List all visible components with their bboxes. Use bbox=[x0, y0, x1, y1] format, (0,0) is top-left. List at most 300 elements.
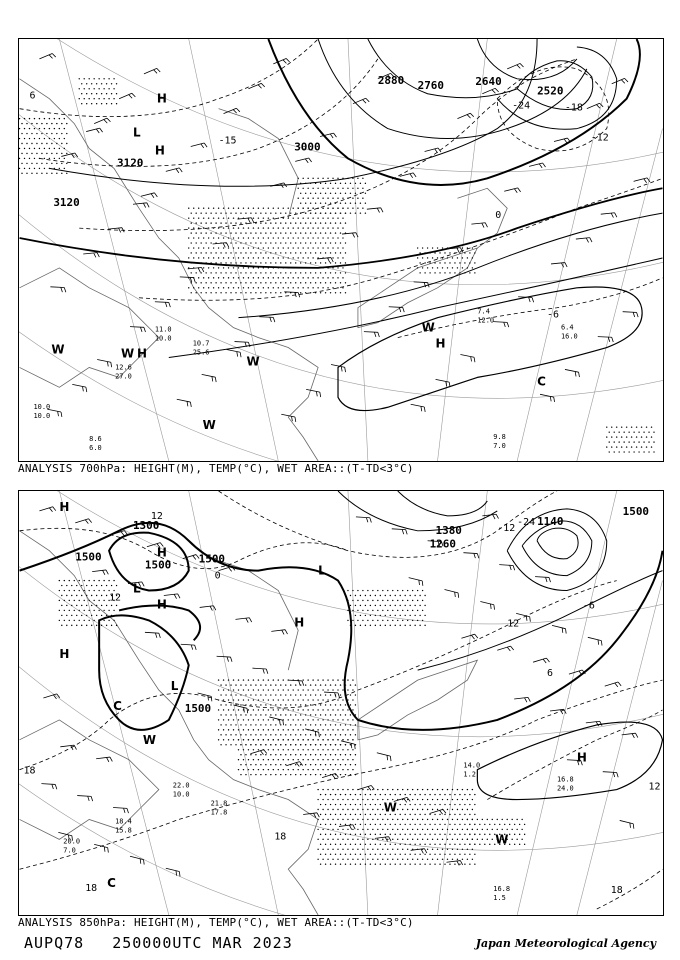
wet-area-dot bbox=[61, 133, 62, 134]
wet-area-dot bbox=[298, 188, 299, 189]
wet-area-dot bbox=[370, 615, 371, 616]
wet-area-dot bbox=[39, 168, 40, 169]
wet-area-dot bbox=[225, 684, 226, 685]
wind-barb bbox=[612, 78, 628, 83]
wet-area-dot bbox=[200, 292, 201, 293]
wet-area-dot bbox=[377, 839, 378, 840]
wet-area-dot bbox=[474, 252, 475, 253]
wet-area-dot bbox=[362, 839, 363, 840]
wet-area-dot bbox=[310, 292, 311, 293]
wet-area-dot bbox=[472, 849, 473, 850]
wet-area-dot bbox=[101, 595, 102, 596]
wet-area-dot bbox=[310, 754, 311, 755]
wet-area-dot bbox=[320, 714, 321, 715]
wet-area-dot bbox=[350, 864, 351, 865]
wet-area-dot bbox=[387, 600, 388, 601]
wet-area-dot bbox=[459, 794, 460, 795]
wet-area-dot bbox=[298, 759, 299, 760]
wet-area-dot bbox=[362, 620, 363, 621]
wet-area-dot bbox=[350, 844, 351, 845]
wind-barb bbox=[130, 327, 145, 332]
wet-area-dot bbox=[362, 829, 363, 830]
wet-area-dot bbox=[312, 247, 313, 248]
wet-area-dot bbox=[243, 719, 244, 720]
wet-area-dot bbox=[255, 704, 256, 705]
wet-area-dot bbox=[417, 859, 418, 860]
wet-area-dot bbox=[225, 232, 226, 233]
wet-area-dot bbox=[422, 859, 423, 860]
wet-area-dot bbox=[265, 292, 266, 293]
wet-area-dot bbox=[280, 684, 281, 685]
wet-area-dot bbox=[191, 212, 192, 213]
wet-area-dot bbox=[108, 580, 109, 581]
wet-area-dot bbox=[253, 247, 254, 248]
wet-area-dot bbox=[21, 123, 22, 124]
wet-area-dot bbox=[365, 212, 366, 213]
wet-area-dot bbox=[614, 441, 615, 442]
wet-area-dot bbox=[464, 844, 465, 845]
wet-area-dot bbox=[342, 789, 343, 790]
wet-area-dot bbox=[88, 98, 89, 99]
wet-area-dot bbox=[273, 759, 274, 760]
wet-area-dot bbox=[260, 272, 261, 273]
wet-area-dot bbox=[215, 212, 216, 213]
wet-area-dot bbox=[278, 277, 279, 278]
wet-area-dot bbox=[273, 719, 274, 720]
wet-area-dot bbox=[101, 585, 102, 586]
wet-area-dot bbox=[305, 714, 306, 715]
wet-area-dot bbox=[432, 809, 433, 810]
wet-area-dot bbox=[273, 287, 274, 288]
wet-area-dot bbox=[228, 237, 229, 238]
wet-area-dot bbox=[240, 242, 241, 243]
wet-area-dot bbox=[315, 262, 316, 263]
wet-area-dot bbox=[285, 232, 286, 233]
wet-area-dot bbox=[439, 824, 440, 825]
wet-area-dot bbox=[320, 834, 321, 835]
wet-area-dot bbox=[345, 183, 346, 184]
wind-barb bbox=[504, 188, 520, 193]
wet-area-dot bbox=[352, 839, 353, 840]
wet-area-dot bbox=[442, 819, 443, 820]
wet-area-dot bbox=[472, 839, 473, 840]
wet-area-dot bbox=[464, 252, 465, 253]
wet-area-dot bbox=[442, 859, 443, 860]
wet-area-dot bbox=[422, 620, 423, 621]
wet-area-dot bbox=[79, 580, 80, 581]
wet-area-dot bbox=[81, 615, 82, 616]
temp-label: 18 bbox=[85, 883, 98, 895]
wet-area-dot bbox=[447, 839, 448, 840]
wet-area-dot bbox=[444, 864, 445, 865]
wet-area-dot bbox=[417, 839, 418, 840]
wet-area-dot bbox=[335, 222, 336, 223]
wet-area-dot bbox=[93, 580, 94, 581]
wet-area-dot bbox=[643, 441, 644, 442]
wet-area-dot bbox=[340, 724, 341, 725]
wet-area-dot bbox=[255, 714, 256, 715]
wet-area-dot bbox=[302, 178, 303, 179]
wet-area-dot bbox=[372, 600, 373, 601]
wet-area-dot bbox=[449, 824, 450, 825]
wet-area-dot bbox=[360, 864, 361, 865]
wet-area-dot bbox=[317, 759, 318, 760]
wet-area-dot bbox=[454, 834, 455, 835]
wet-area-dot bbox=[434, 864, 435, 865]
wet-area-dot bbox=[412, 819, 413, 820]
wet-area-dot bbox=[223, 257, 224, 258]
wet-area-dot bbox=[19, 138, 20, 139]
station-value: 10.0 bbox=[33, 412, 51, 421]
wet-area-dot bbox=[285, 252, 286, 253]
wet-area-dot bbox=[472, 859, 473, 860]
wet-area-dot bbox=[245, 262, 246, 263]
wet-area-dot bbox=[86, 585, 87, 586]
wet-area-dot bbox=[265, 282, 266, 283]
wet-area-dot bbox=[265, 764, 266, 765]
wet-area-dot bbox=[116, 93, 117, 94]
wet-area-dot bbox=[454, 844, 455, 845]
wet-area-dot bbox=[243, 227, 244, 228]
wet-area-dot bbox=[213, 267, 214, 268]
wet-area-dot bbox=[230, 272, 231, 273]
wet-area-dot bbox=[419, 595, 420, 596]
wet-area-dot bbox=[283, 689, 284, 690]
wet-area-dot bbox=[116, 103, 117, 104]
wet-area-dot bbox=[653, 431, 654, 432]
wet-area-dot bbox=[218, 709, 219, 710]
wet-area-dot bbox=[322, 849, 323, 850]
wet-area-dot bbox=[295, 754, 296, 755]
wet-area-dot bbox=[355, 844, 356, 845]
wet-area-dot bbox=[258, 247, 259, 248]
wet-area-dot bbox=[31, 123, 32, 124]
wet-area-dot bbox=[327, 178, 328, 179]
wet-area-dot bbox=[370, 794, 371, 795]
wet-area-dot bbox=[342, 208, 343, 209]
wet-area-dot bbox=[337, 208, 338, 209]
wet-area-dot bbox=[260, 754, 261, 755]
wind-barb bbox=[94, 118, 110, 123]
wet-area-dot bbox=[240, 774, 241, 775]
wet-area-dot bbox=[270, 754, 271, 755]
wet-area-dot bbox=[198, 277, 199, 278]
wet-area-dot bbox=[452, 809, 453, 810]
wet-area-dot bbox=[377, 600, 378, 601]
wet-area-dot bbox=[407, 839, 408, 840]
wet-area-dot bbox=[280, 282, 281, 283]
wet-area-dot bbox=[305, 744, 306, 745]
wet-area-dot bbox=[69, 590, 70, 591]
wet-area-dot bbox=[511, 839, 512, 840]
wet-area-dot bbox=[322, 237, 323, 238]
wet-area-dot bbox=[345, 724, 346, 725]
wind-barb bbox=[252, 668, 267, 674]
wet-area-dot bbox=[215, 222, 216, 223]
wet-area-dot bbox=[66, 615, 67, 616]
wet-area-dot bbox=[238, 679, 239, 680]
wet-area-dot bbox=[290, 282, 291, 283]
wind-barb bbox=[507, 63, 523, 68]
wet-area-dot bbox=[422, 257, 423, 258]
wet-area-dot bbox=[305, 203, 306, 204]
wet-area-dot bbox=[307, 769, 308, 770]
wet-area-dot bbox=[280, 714, 281, 715]
wind-barb bbox=[471, 223, 487, 228]
wet-area-dot bbox=[310, 774, 311, 775]
wet-area-dot bbox=[233, 709, 234, 710]
wet-area-dot bbox=[322, 227, 323, 228]
wet-area-dot bbox=[285, 212, 286, 213]
wet-area-dot bbox=[521, 829, 522, 830]
wet-area-dot bbox=[407, 829, 408, 830]
wet-area-dot bbox=[312, 237, 313, 238]
wet-area-dot bbox=[377, 620, 378, 621]
wet-area-dot bbox=[337, 759, 338, 760]
wet-area-dot bbox=[248, 739, 249, 740]
wet-area-dot bbox=[357, 829, 358, 830]
wet-area-dot bbox=[332, 789, 333, 790]
wet-area-dot bbox=[240, 684, 241, 685]
wet-area-dot bbox=[268, 709, 269, 710]
warm-label-1: W bbox=[51, 342, 65, 357]
wet-area-dot bbox=[307, 277, 308, 278]
wet-area-dot bbox=[278, 208, 279, 209]
wet-area-dot bbox=[320, 183, 321, 184]
wet-area-dot bbox=[474, 834, 475, 835]
wet-area-dot bbox=[345, 242, 346, 243]
wet-area-dot bbox=[223, 227, 224, 228]
wet-area-dot bbox=[395, 854, 396, 855]
wet-area-dot bbox=[275, 694, 276, 695]
wet-area-dot bbox=[270, 262, 271, 263]
wet-area-dot bbox=[258, 287, 259, 288]
wet-area-dot bbox=[218, 729, 219, 730]
wet-area-dot bbox=[248, 689, 249, 690]
wet-area-dot bbox=[108, 88, 109, 89]
wet-area-dot bbox=[405, 615, 406, 616]
wet-area-dot bbox=[270, 764, 271, 765]
high-label: H bbox=[294, 615, 305, 630]
wind-barb bbox=[634, 178, 650, 183]
wet-area-dot bbox=[191, 252, 192, 253]
wet-area-dot bbox=[253, 769, 254, 770]
wet-area-dot bbox=[69, 610, 70, 611]
wet-area-dot bbox=[345, 272, 346, 273]
wet-area-dot bbox=[240, 704, 241, 705]
wind-barb bbox=[389, 307, 404, 312]
wet-area-dot bbox=[342, 809, 343, 810]
wet-area-dot bbox=[288, 769, 289, 770]
wet-area-dot bbox=[293, 237, 294, 238]
wet-area-dot bbox=[322, 178, 323, 179]
wet-area-dot bbox=[88, 610, 89, 611]
wet-area-dot bbox=[213, 247, 214, 248]
wet-area-dot bbox=[88, 620, 89, 621]
wet-area-dot bbox=[300, 734, 301, 735]
wet-area-dot bbox=[188, 227, 189, 228]
wet-area-dot bbox=[467, 829, 468, 830]
map-panel-700hpa bbox=[18, 38, 664, 462]
wet-area-dot bbox=[462, 257, 463, 258]
wet-area-dot bbox=[312, 709, 313, 710]
wet-area-dot bbox=[59, 600, 60, 601]
wet-area-dot bbox=[330, 684, 331, 685]
wet-area-dot bbox=[432, 257, 433, 258]
wet-area-dot bbox=[377, 849, 378, 850]
wet-area-dot bbox=[258, 257, 259, 258]
wet-area-dot bbox=[372, 590, 373, 591]
wet-area-dot bbox=[240, 744, 241, 745]
wet-area-dot bbox=[330, 754, 331, 755]
wet-area-dot bbox=[108, 620, 109, 621]
wet-area-dot bbox=[46, 163, 47, 164]
wet-area-dot bbox=[273, 679, 274, 680]
wet-area-dot bbox=[614, 451, 615, 452]
wet-area-dot bbox=[238, 237, 239, 238]
wet-area-dot bbox=[200, 242, 201, 243]
wet-area-dot bbox=[479, 834, 480, 835]
wet-area-dot bbox=[342, 679, 343, 680]
wet-area-dot bbox=[631, 446, 632, 447]
wet-area-dot bbox=[651, 436, 652, 437]
station-value: 17.8 bbox=[210, 808, 228, 817]
wet-area-dot bbox=[71, 595, 72, 596]
wet-area-dot bbox=[434, 252, 435, 253]
wet-area-dot bbox=[268, 699, 269, 700]
wet-area-dot bbox=[390, 824, 391, 825]
wet-area-dot bbox=[437, 809, 438, 810]
wet-area-dot bbox=[638, 431, 639, 432]
wet-area-dot bbox=[509, 824, 510, 825]
wet-area-dot bbox=[405, 605, 406, 606]
wet-area-dot bbox=[298, 277, 299, 278]
wet-area-dot bbox=[444, 272, 445, 273]
wet-area-dot bbox=[278, 739, 279, 740]
wet-area-dot bbox=[317, 247, 318, 248]
wet-area-dot bbox=[243, 277, 244, 278]
wet-area-dot bbox=[444, 824, 445, 825]
wet-area-dot bbox=[233, 679, 234, 680]
wet-area-dot bbox=[377, 590, 378, 591]
wind-barb bbox=[166, 168, 182, 173]
wet-area-dot bbox=[327, 287, 328, 288]
wet-area-dot bbox=[342, 799, 343, 800]
temp-label: 18 bbox=[23, 765, 36, 777]
height-label-1500-c: 1500 bbox=[198, 552, 226, 566]
wet-area-dot bbox=[278, 287, 279, 288]
wet-area-dot bbox=[392, 789, 393, 790]
wet-area-dot bbox=[377, 829, 378, 830]
wet-area-dot bbox=[382, 620, 383, 621]
wet-area-dot bbox=[317, 719, 318, 720]
wet-area-dot bbox=[106, 83, 107, 84]
wet-area-dot bbox=[385, 615, 386, 616]
wet-area-dot bbox=[325, 724, 326, 725]
wet-area-dot bbox=[317, 859, 318, 860]
wet-area-dot bbox=[228, 719, 229, 720]
wet-area-dot bbox=[636, 426, 637, 427]
wet-area-dot bbox=[417, 247, 418, 248]
wet-area-dot bbox=[472, 819, 473, 820]
wet-area-dot bbox=[340, 222, 341, 223]
wet-area-dot bbox=[61, 153, 62, 154]
wet-area-dot bbox=[352, 809, 353, 810]
wet-area-dot bbox=[347, 819, 348, 820]
wet-area-dot bbox=[220, 292, 221, 293]
wet-area-dot bbox=[223, 277, 224, 278]
height-label-1500-e: 1500 bbox=[622, 504, 650, 518]
wet-area-dot bbox=[342, 198, 343, 199]
wet-area-dot bbox=[350, 595, 351, 596]
wet-area-dot bbox=[240, 262, 241, 263]
wet-area-dot bbox=[275, 232, 276, 233]
wet-area-dot bbox=[24, 118, 25, 119]
wet-area-dot bbox=[302, 729, 303, 730]
wet-area-dot bbox=[290, 262, 291, 263]
wet-area-dot bbox=[215, 232, 216, 233]
wet-area-dot bbox=[203, 247, 204, 248]
wet-area-dot bbox=[651, 446, 652, 447]
wet-area-dot bbox=[280, 222, 281, 223]
wet-area-dot bbox=[412, 600, 413, 601]
wet-area-dot bbox=[469, 262, 470, 263]
wet-area-dot bbox=[618, 431, 619, 432]
wet-area-dot bbox=[330, 252, 331, 253]
wet-area-dot bbox=[273, 749, 274, 750]
wet-area-dot bbox=[377, 789, 378, 790]
wet-area-dot bbox=[514, 824, 515, 825]
wet-area-dot bbox=[345, 864, 346, 865]
wet-area-dot bbox=[74, 590, 75, 591]
wet-area-dot bbox=[191, 282, 192, 283]
wet-area-dot bbox=[205, 292, 206, 293]
wet-area-dot bbox=[419, 794, 420, 795]
wet-area-dot bbox=[325, 684, 326, 685]
wet-area-dot bbox=[230, 734, 231, 735]
wet-area-dot bbox=[230, 212, 231, 213]
wet-area-dot bbox=[233, 739, 234, 740]
wet-area-dot bbox=[36, 173, 37, 174]
wet-area-dot bbox=[474, 272, 475, 273]
wet-area-dot bbox=[337, 739, 338, 740]
wet-area-dot bbox=[472, 789, 473, 790]
low-label: L bbox=[318, 563, 326, 578]
wet-area-dot bbox=[340, 734, 341, 735]
wet-area-dot bbox=[355, 804, 356, 805]
wet-area-dot bbox=[245, 252, 246, 253]
wet-area-dot bbox=[116, 585, 117, 586]
wet-area-dot bbox=[106, 605, 107, 606]
wet-area-dot bbox=[59, 168, 60, 169]
wet-area-dot bbox=[305, 704, 306, 705]
wet-area-dot bbox=[352, 590, 353, 591]
wet-area-dot bbox=[39, 138, 40, 139]
wet-area-dot bbox=[335, 193, 336, 194]
wet-area-dot bbox=[106, 585, 107, 586]
wet-area-dot bbox=[64, 600, 65, 601]
wet-area-dot bbox=[79, 78, 80, 79]
wet-area-dot bbox=[337, 789, 338, 790]
wet-area-dot bbox=[609, 441, 610, 442]
wet-area-dot bbox=[335, 292, 336, 293]
wet-area-dot bbox=[29, 168, 30, 169]
wet-area-dot bbox=[113, 98, 114, 99]
wet-area-dot bbox=[26, 153, 27, 154]
wet-area-dot bbox=[372, 620, 373, 621]
wet-area-dot bbox=[375, 814, 376, 815]
wet-area-dot bbox=[307, 689, 308, 690]
